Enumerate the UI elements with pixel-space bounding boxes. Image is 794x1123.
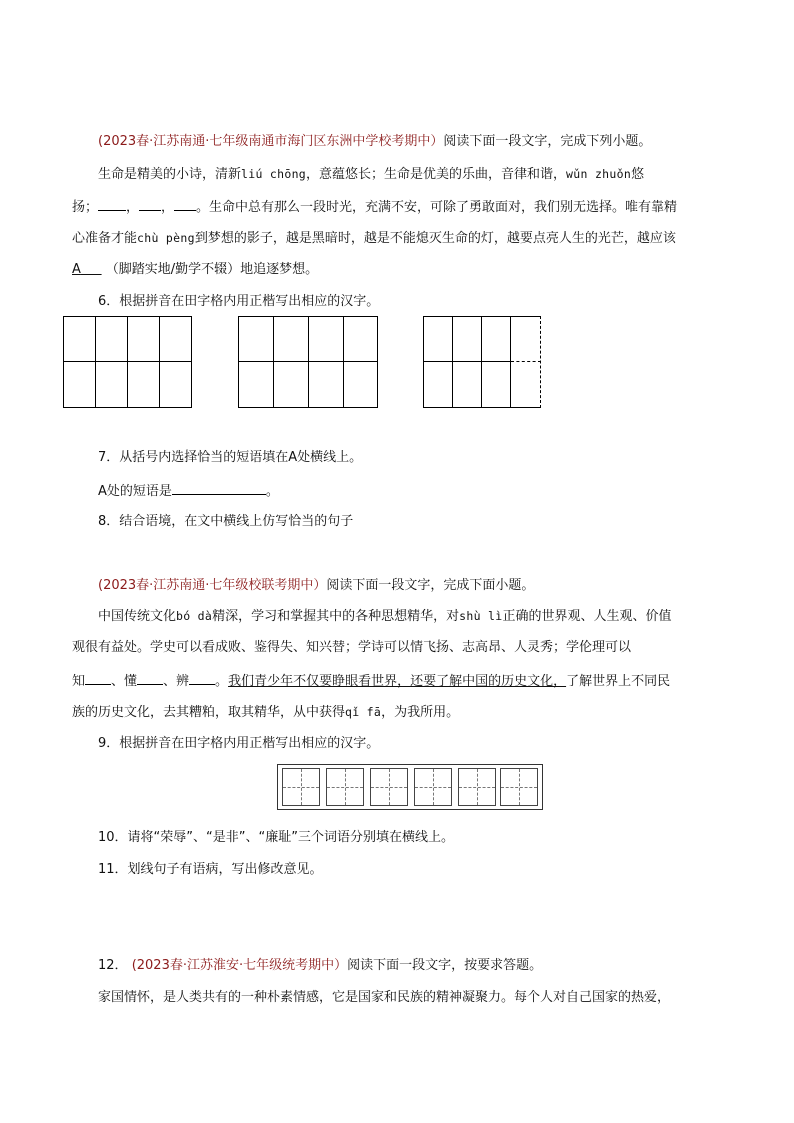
text: 悠 bbox=[631, 167, 645, 182]
text: 中国传统文化 bbox=[98, 609, 177, 624]
question-number: 12． bbox=[98, 958, 128, 973]
text: 到梦想的影子，越是黑暗时，越是不能熄灭生命的灯，越要点亮人生的光芒，越应该 bbox=[194, 231, 676, 246]
question-7-answer bbox=[98, 480, 279, 502]
text: ，为我所用。 bbox=[381, 705, 460, 720]
text: ， bbox=[161, 200, 175, 215]
text: 扬； bbox=[72, 200, 99, 215]
text: 正确的世界观、人生观、价值 bbox=[502, 609, 672, 624]
source-tag: (2023春·江苏南通·七年级校联考期中） bbox=[98, 578, 327, 593]
answer-blank[interactable] bbox=[189, 670, 215, 685]
instruction: 阅读下面一段文字，按要求答题。 bbox=[347, 958, 543, 973]
question-12-header bbox=[98, 956, 542, 976]
answer-blank[interactable] bbox=[139, 196, 161, 211]
question-9: 9．根据拼音在田字格内用正楷写出相应的汉字。 bbox=[98, 736, 380, 751]
question-11: 11．划线句子有语病，写出修改意见。 bbox=[98, 862, 323, 877]
question-7: 7．从括号内选择恰当的短语填在A处横线上。 bbox=[98, 450, 363, 465]
text: A处的短语是 bbox=[98, 484, 172, 499]
question-8: 8．结合语境，在文中横线上仿写恰当的句子 bbox=[98, 514, 354, 529]
text: 生命是精美的小诗，清新 bbox=[98, 167, 242, 182]
pinyin: qǐ fā bbox=[345, 705, 382, 719]
text: ， bbox=[126, 200, 140, 215]
text: 、辨 bbox=[163, 674, 190, 689]
answer-blank[interactable] bbox=[85, 670, 111, 685]
pinyin: wǔn zhuǒn bbox=[566, 167, 632, 181]
text: 心准备才能 bbox=[72, 231, 138, 246]
answer-blank[interactable] bbox=[172, 480, 266, 495]
text: 。生命中总有那么一段时光，充满不安，可除了勇敢面对，我们别无选择。唯有靠精 bbox=[196, 200, 678, 215]
text: 。 bbox=[215, 674, 229, 689]
instruction: 阅读下面一段文字，完成下面小题。 bbox=[326, 578, 535, 593]
pinyin: liú chōng bbox=[241, 167, 307, 181]
question-12-line1: 家国情怀，是人类共有的一种朴素情感，它是国家和民族的精神凝聚力。每个人对自己国家的热爱， bbox=[98, 990, 671, 1005]
source-tag: (2023春·江苏淮安·七年级统考期中） bbox=[131, 958, 348, 973]
answer-blank[interactable] bbox=[174, 196, 196, 211]
question-6: 6．根据拼音在田字格内用正楷写出相应的汉字。 bbox=[98, 294, 380, 309]
underlined-sentence: 我们青少年不仅要睁眼看世界，还要了解中国的历史文化， bbox=[228, 674, 567, 689]
pinyin: shù lì bbox=[459, 609, 503, 623]
tianzige-grid-1[interactable] bbox=[63, 316, 192, 408]
tianzige-grid-2[interactable] bbox=[238, 316, 378, 408]
passage1-line4 bbox=[72, 260, 318, 280]
pinyin: bó dà bbox=[176, 609, 213, 623]
passage1-line1 bbox=[98, 164, 644, 185]
text: 精深，学习和掌握其中的各种思想精华，对 bbox=[212, 609, 460, 624]
passage2-line1 bbox=[98, 606, 672, 627]
text: 了解世界上不同民 bbox=[566, 674, 671, 689]
text: 、懂 bbox=[111, 674, 138, 689]
passage1-header bbox=[98, 132, 651, 152]
pinyin: chù pèng bbox=[137, 231, 195, 245]
passage2-line3 bbox=[72, 670, 670, 692]
passage2-line4 bbox=[72, 702, 459, 723]
text: 。 bbox=[265, 484, 279, 499]
passage2-header bbox=[98, 576, 534, 596]
text: ，意蕴悠长；生命是优美的乐曲，音律和谐， bbox=[306, 167, 567, 182]
answer-blank[interactable] bbox=[137, 670, 163, 685]
text: 族的历史文化，去其糟粕，取其精华，从中获得 bbox=[72, 705, 346, 720]
blank-a-label[interactable]: A bbox=[72, 262, 81, 277]
question-10: 10．请将“荣辱”、“是非”、“廉耻”三个词语分别填在横线上。 bbox=[98, 830, 454, 845]
source-tag: (2023春·江苏南通·七年级南通市海门区东洲中学校考期中） bbox=[98, 134, 444, 149]
passage1-line2 bbox=[72, 196, 677, 218]
text: （脚踏实地/勤学不辍）地追逐梦想。 bbox=[105, 262, 319, 277]
passage1-line3 bbox=[72, 228, 676, 249]
tianzige-grid-9[interactable] bbox=[277, 764, 543, 810]
instruction: 阅读下面一段文字，完成下列小题。 bbox=[443, 134, 652, 149]
tianzige-grid-3[interactable] bbox=[423, 316, 541, 408]
answer-blank[interactable] bbox=[98, 196, 126, 211]
passage2-line2: 观很有益处。学史可以看成败、鉴得失、知兴替；学诗可以情飞扬、志高昂、人灵秀；学伦理可以 bbox=[72, 640, 632, 655]
text: 知 bbox=[72, 674, 86, 689]
